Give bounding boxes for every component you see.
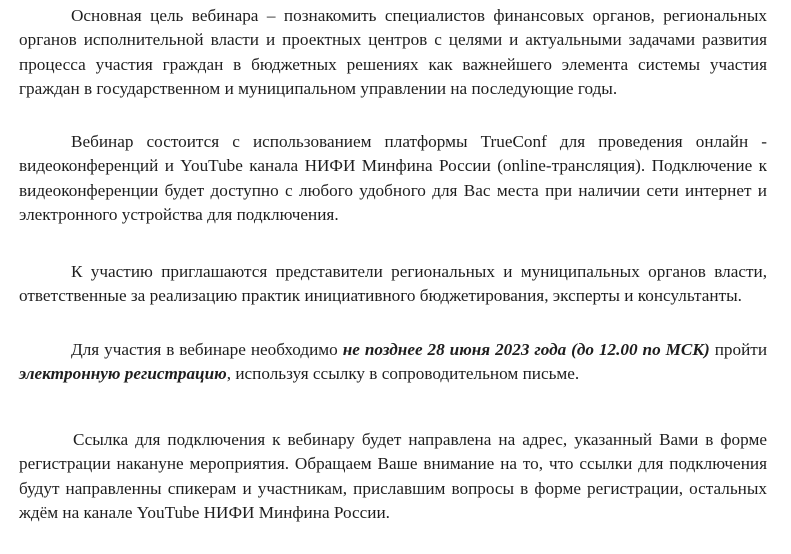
- paragraph-registration: [19, 338, 767, 387]
- paragraph-webinar-platform: Вебинар состоится с использованием платформы TrueConf для проведения онлайн - видеоконференций и YouTube канала НИФИ Минфина России (online-трансляция). Подключение к видеоконференции будет доступно с любого удобного для Вас места при наличии сети интернет и электронного устройства для подключения.: [19, 132, 767, 225]
- registration-deadline: не позднее 28 июня 2023 года (до 12.00 по МСК): [342, 340, 710, 359]
- paragraph-invited-participants: К участию приглашаются представители региональных и муниципальных органов власти, ответственные за реализацию практик инициативного бюджетирования, эксперты и консультанты.: [19, 262, 767, 306]
- paragraph-connection-link: Ссылка для подключения к вебинару будет направлена на адрес, указанный Вами в форме регистрации накануне мероприятия. Обращаем Ваше внимание на то, что ссылки для подключения будут направленны спикерам и участникам, приславшим вопросы в форме регистрации, остальных ждём на канале YouTube НИФИ Минфина России.: [19, 430, 767, 523]
- registration-lead-text: Для участия в вебинаре необходимо: [71, 340, 343, 359]
- registration-link-text: электронную регистрацию: [19, 364, 227, 384]
- registration-tail-text: , используя ссылку в сопроводительном письме.: [226, 364, 580, 384]
- registration-mid-text: пройти: [709, 340, 768, 359]
- paragraph-webinar-goal: Основная цель вебинара – познакомить специалистов финансовых органов, региональных органов исполнительной власти и проектных центров с целями и актуальными задачами развития процесса участия граждан в бюджетных решениях как важнейшего элемента системы участия граждан в государственном и муниципальном управлении на последующие годы.: [19, 6, 767, 99]
